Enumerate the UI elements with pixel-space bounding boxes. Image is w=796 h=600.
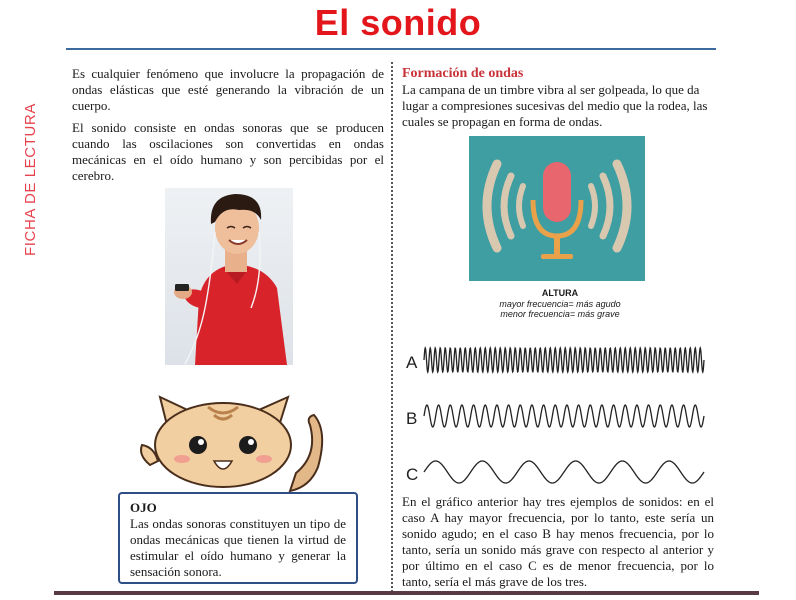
title-rule: [66, 48, 716, 50]
ojo-title: OJO: [130, 500, 157, 515]
ojo-text: Las ondas sonoras constituyen un tipo de ondas mecánicas que tienen la virtud de estimular el oído humano y generar la sensación sonora.: [130, 516, 346, 579]
listening-person-photo: [165, 188, 293, 365]
left-column: [72, 66, 384, 190]
page-title: El sonido: [314, 2, 482, 43]
wave-c: [424, 461, 704, 483]
wave-label-c: C: [406, 465, 419, 484]
wave-label-b: B: [406, 409, 418, 428]
wave-a: [424, 348, 704, 372]
pitch-legend: [440, 288, 680, 319]
ojo-note-box: [118, 492, 358, 584]
cat-mascot: [128, 395, 348, 505]
definition-paragraph: Es cualquier fenómeno que involucre la propagación de ondas elásticas que esté generando la vibración de un cuerpo.: [72, 66, 384, 113]
pitch-legend-high: mayor frecuencia= más agudo: [499, 299, 621, 309]
section-title: Formación de ondas: [402, 66, 524, 81]
explanation-paragraph: El sonido consiste en ondas sonoras que se producen cuando las oscilaciones son convertidas en ondas mecánicas en el oído humano y son percibidas por el cerebro.: [72, 120, 384, 183]
pitch-legend-low: menor frecuencia= más grave: [500, 309, 620, 319]
wave-b: [424, 405, 704, 427]
pitch-legend-heading: ALTURA: [541, 288, 579, 298]
side-label: FICHA DE LECTURA: [22, 103, 39, 256]
right-column: [402, 65, 714, 130]
frequency-waves-figure: [404, 338, 716, 488]
intro-paragraph: La campana de un timbre vibra al ser golpeada, lo que da lugar a compresiones sucesivas del medio que la rodea, las cuales se propagan en forma de ondas.: [402, 82, 708, 129]
conclusion-paragraph: En el gráfico anterior hay tres ejemplos de sonidos: en el caso A hay mayor frecuencia, por lo tanto, este sería un sonido agudo; en el caso B hay menos frecuencia, por lo tanto, sería un sonido más grave con respecto al anterior y por último en el caso C es de menor frecuencia, por lo tanto, sería el más grave de los tres.: [402, 494, 714, 589]
footer-bar: [54, 591, 759, 595]
wave-label-a: A: [406, 353, 418, 372]
column-divider: [391, 62, 393, 592]
microphone-illustration: [469, 136, 645, 281]
